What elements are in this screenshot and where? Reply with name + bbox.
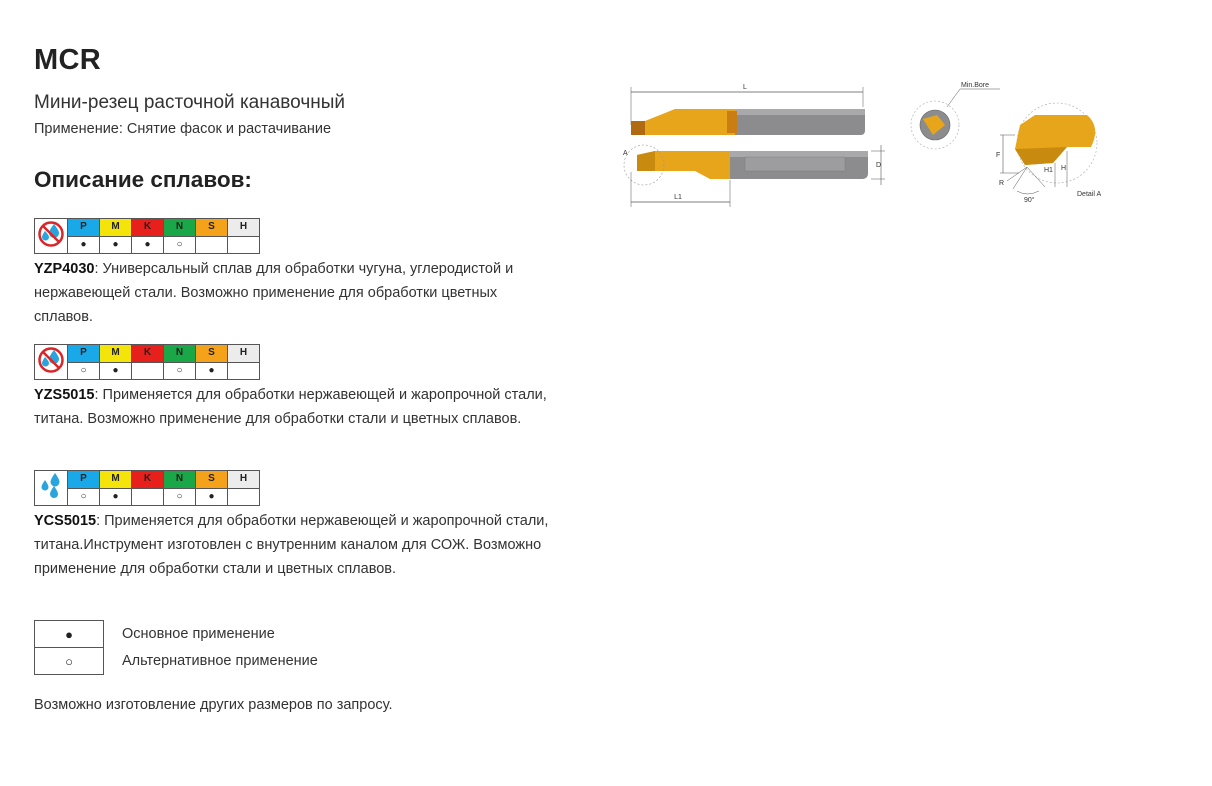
product-name: Мини-резец расточной канавочный <box>34 92 345 113</box>
grade-header-n: N <box>164 219 196 237</box>
grade-header-h: H <box>228 219 260 237</box>
dim-label-h1: H1 <box>1044 167 1053 174</box>
dim-label-f: F <box>996 152 1001 159</box>
grade-header-k: K <box>132 219 164 237</box>
application-legend <box>34 620 319 675</box>
mark-s: ● <box>196 362 228 380</box>
mark-n: ○ <box>164 236 196 254</box>
product-code: MCR <box>34 44 101 76</box>
legend-label-alt: Альтернативное применение <box>122 653 318 669</box>
mark-n: ○ <box>164 488 196 506</box>
product-application: Применение: Снятие фасок и растачивание <box>34 121 332 137</box>
grade-header-m: M <box>100 471 132 489</box>
mark-k: ● <box>132 236 164 254</box>
grade-header-s: S <box>196 219 228 237</box>
grade-header-m: M <box>100 345 132 363</box>
tool-technical-drawing <box>615 75 1115 210</box>
alloy-text: : Применяется для обработки нержавеющей и жаропрочной стали, титана. Возможно применение для обработки стали и цветных сплавов. <box>34 387 547 427</box>
mark-n: ○ <box>164 362 196 380</box>
grade-header-p: P <box>68 219 100 237</box>
dim-label-h: H <box>1061 165 1067 172</box>
legend-symbol-alt: ○ <box>35 648 104 675</box>
alloy-description <box>34 509 554 581</box>
material-grid <box>34 470 264 503</box>
grade-header-n: N <box>164 471 196 489</box>
mark-h <box>228 236 260 254</box>
grade-header-n: N <box>164 345 196 363</box>
alloy-name: YZS5015 <box>34 387 95 403</box>
grade-header-s: S <box>196 345 228 363</box>
detail-callout-a: A <box>623 150 628 157</box>
mark-h <box>228 362 260 380</box>
mark-m: ● <box>100 488 132 506</box>
alloy-text: : Применяется для обработки нержавеющей и жаропрочной стали, титана.Инструмент изготовлен с внутренним каналом для СОЖ. Возможно применение для обработки стали и цветных сплавов. <box>34 513 549 577</box>
mark-s: ● <box>196 488 228 506</box>
grade-header-s: S <box>196 471 228 489</box>
legend-symbol-main: ● <box>35 621 104 648</box>
dim-label-r: R <box>999 180 1005 187</box>
no-coolant-icon <box>35 345 68 380</box>
material-grid <box>34 218 264 251</box>
grade-header-p: P <box>68 345 100 363</box>
mark-p: ○ <box>68 488 100 506</box>
dim-label-l1: L1 <box>674 194 682 201</box>
mark-s <box>196 236 228 254</box>
alloy-name: YZP4030 <box>34 261 95 277</box>
mark-m: ● <box>100 362 132 380</box>
footer-note: Возможно изготовление других размеров по запросу. <box>34 697 393 713</box>
mark-m: ● <box>100 236 132 254</box>
grade-header-h: H <box>228 471 260 489</box>
alloy-description <box>34 383 554 431</box>
grade-header-m: M <box>100 219 132 237</box>
mark-k <box>132 362 164 380</box>
grade-header-k: K <box>132 471 164 489</box>
dim-label-l: L <box>743 84 747 91</box>
dim-label-angle: 90° <box>1024 197 1035 204</box>
mark-k <box>132 488 164 506</box>
legend-label-main: Основное применение <box>122 626 275 642</box>
alloy-block <box>34 470 554 581</box>
mark-h <box>228 488 260 506</box>
detail-a-label: Detail A <box>1077 191 1102 198</box>
mark-p: ○ <box>68 362 100 380</box>
grade-header-h: H <box>228 345 260 363</box>
alloy-name: YCS5015 <box>34 513 97 529</box>
mark-p: ● <box>68 236 100 254</box>
alloy-text: : Универсальный сплав для обработки чугуна, углеродистой и нержавеющей стали. Возможно применение для обработки цветных сплавов. <box>34 261 514 325</box>
grade-header-k: K <box>132 345 164 363</box>
material-grid <box>34 344 264 377</box>
alloy-description <box>34 257 554 329</box>
alloy-block <box>34 218 554 329</box>
no-coolant-icon <box>35 219 68 254</box>
grade-header-p: P <box>68 471 100 489</box>
dim-label-min-bore: Min.Bore <box>961 82 990 89</box>
dim-label-d: D <box>876 162 882 169</box>
alloys-heading: Описание сплавов: <box>34 167 252 192</box>
coolant-drops-icon <box>35 471 68 506</box>
alloy-block <box>34 344 554 431</box>
